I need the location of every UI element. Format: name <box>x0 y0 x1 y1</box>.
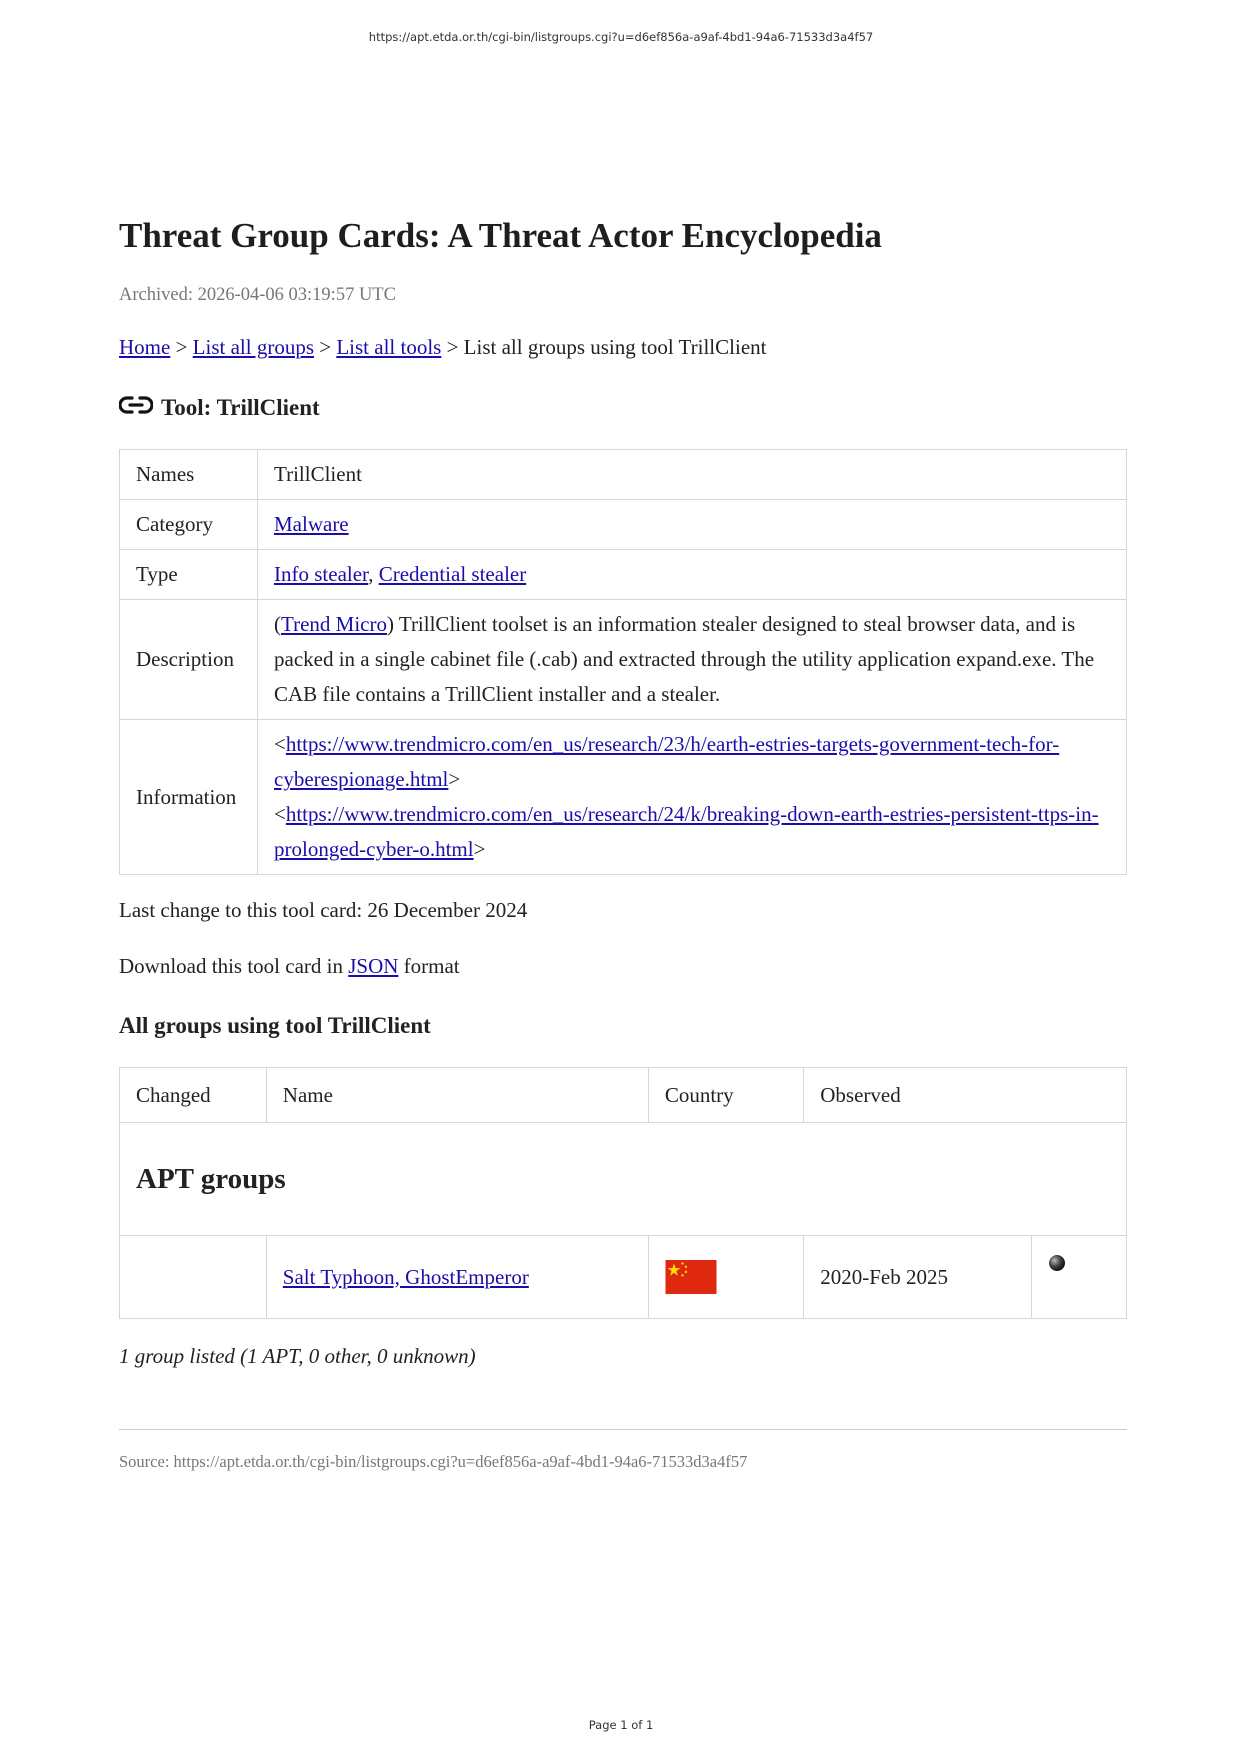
main-content <box>119 200 1127 1472</box>
table-row <box>120 1236 1127 1319</box>
status-cell <box>1031 1236 1126 1319</box>
observed-cell: 2020-Feb 2025 <box>804 1236 1032 1319</box>
breadcrumb-home-link[interactable]: Home <box>119 335 171 359</box>
archived-timestamp: Archived: 2026-04-06 03:19:57 UTC <box>119 285 396 305</box>
print-header-url: https://apt.etda.or.th/cgi-bin/listgroups.cgi?u=d6ef856a-a9af-4bd1-94a6-71533d3a4f57 <box>368 30 874 44</box>
breadcrumb-separator: > <box>314 335 337 359</box>
information-link-1[interactable]: https://www.trendmicro.com/en_us/research/23/h/earth-estries-targets-government-tech-for-cyberespionage.html <box>274 732 1060 791</box>
json-download-link[interactable]: JSON <box>348 954 399 978</box>
information-cell <box>258 720 1127 875</box>
section-title: APT groups <box>120 1123 1127 1236</box>
description-cell <box>258 600 1127 720</box>
table-row <box>120 550 1127 600</box>
divider <box>119 1429 1127 1430</box>
description-source-link[interactable]: Trend Micro <box>281 612 387 636</box>
page-title: Threat Group Cards: A Threat Actor Encyclopedia <box>119 216 882 255</box>
description-text: ) TrillClient toolset is an information stealer designed to steal browser data, and is packed in a single cabinet file (.cab) and extracted through the utility application expand.exe. The CAB file contains a TrillClient installer and a stealer. <box>274 612 1095 706</box>
breadcrumb <box>119 334 1127 360</box>
breadcrumb-tools-link[interactable]: List all tools <box>336 335 442 359</box>
china-flag-icon <box>665 1260 717 1294</box>
country-cell <box>648 1236 803 1319</box>
table-row <box>120 720 1127 875</box>
group-name-cell <box>266 1236 648 1319</box>
download-line <box>119 949 1127 983</box>
breadcrumb-groups-link[interactable]: List all groups <box>192 335 314 359</box>
column-header-changed: Changed <box>120 1068 267 1123</box>
table-header-row <box>120 1068 1127 1123</box>
download-suffix: format <box>398 954 460 978</box>
status-dot-icon <box>1048 1254 1066 1272</box>
link-icon <box>119 395 153 415</box>
tool-heading-text: Tool: TrillClient <box>161 395 320 420</box>
column-header-observed: Observed <box>804 1068 1127 1123</box>
type-link-info-stealer[interactable]: Info stealer <box>274 562 369 586</box>
groups-table <box>119 1067 1127 1319</box>
type-label: Type <box>120 550 258 600</box>
description-label: Description <box>120 600 258 720</box>
angle-close: > <box>473 837 486 861</box>
group-name-link[interactable]: Salt Typhoon, GhostEmperor <box>282 1264 529 1289</box>
groups-summary: 1 group listed (1 APT, 0 other, 0 unknown) <box>119 1344 476 1368</box>
column-header-country: Country <box>648 1068 803 1123</box>
tool-info-table <box>119 449 1127 875</box>
information-link-2[interactable]: https://www.trendmicro.com/en_us/research/24/k/breaking-down-earth-estries-persistent-ttps-in-prolonged-cyber-o.html <box>274 802 1099 861</box>
table-row <box>120 500 1127 550</box>
type-cell <box>258 550 1127 600</box>
section-row <box>120 1123 1127 1236</box>
information-label: Information <box>120 720 258 875</box>
column-header-name: Name <box>266 1068 648 1123</box>
names-label: Names <box>120 450 258 500</box>
type-link-credential-stealer[interactable]: Credential stealer <box>378 562 527 586</box>
angle-open: < <box>274 732 286 756</box>
category-cell <box>258 500 1127 550</box>
changed-cell <box>120 1236 267 1319</box>
breadcrumb-separator: > <box>170 335 193 359</box>
breadcrumb-current: > List all groups using tool TrillClient <box>441 335 767 359</box>
page-number: Page 1 of 1 <box>588 1718 654 1732</box>
category-label: Category <box>120 500 258 550</box>
angle-close: > <box>448 767 461 791</box>
names-value: TrillClient <box>258 450 1127 500</box>
table-row <box>120 450 1127 500</box>
last-change-text: Last change to this tool card: 26 December 2024 <box>119 898 528 922</box>
angle-open: < <box>274 802 286 826</box>
groups-heading: All groups using tool TrillClient <box>119 1013 431 1038</box>
tool-heading <box>119 393 1127 423</box>
source-url: Source: https://apt.etda.or.th/cgi-bin/listgroups.cgi?u=d6ef856a-a9af-4bd1-94a6-71533d3a4f57 <box>119 1452 748 1471</box>
type-separator: , <box>368 562 379 586</box>
category-link[interactable]: Malware <box>274 512 349 536</box>
download-prefix: Download this tool card in <box>119 954 349 978</box>
table-row <box>120 600 1127 720</box>
description-paren: ( <box>274 612 281 636</box>
